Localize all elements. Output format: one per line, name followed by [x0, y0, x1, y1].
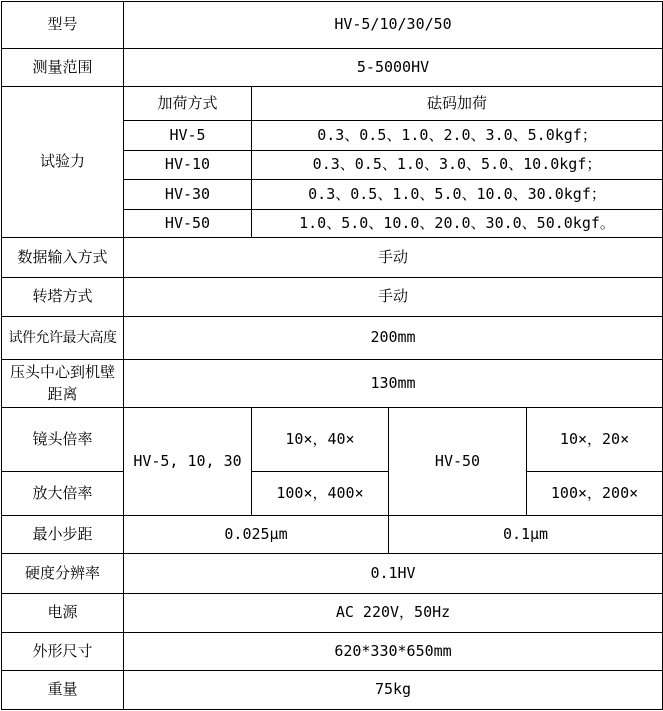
model-value: HV-5/10/30/50 — [124, 2, 663, 49]
force-row-name: HV-50 — [124, 210, 252, 238]
min-step-value-2: 0.1μm — [389, 516, 663, 554]
model-label: 型号 — [2, 2, 124, 49]
indenter-wall-distance-label: 压头中心到机壁距离 — [2, 360, 124, 408]
force-row-values: 0.3、0.5、1.0、5.0、10.0、30.0kgf； — [252, 180, 663, 210]
optics-group2-mag: 100×，200× — [527, 472, 663, 516]
row-turret — [2, 278, 663, 317]
lens-ratio-label: 镜头倍率 — [2, 408, 124, 472]
row-hardness-resolution — [2, 554, 663, 594]
force-row-values: 1.0、5.0、10.0、20.0、30.0、50.0kgf。 — [252, 210, 663, 238]
row-max-specimen-height — [2, 317, 663, 360]
optics-group1-lens: 10×，40× — [252, 408, 389, 472]
data-input-label: 数据输入方式 — [2, 238, 124, 278]
measuring-range-value: 5-5000HV — [124, 49, 663, 87]
load-mode-value: 砝码加荷 — [252, 87, 663, 121]
max-specimen-height-value: 200mm — [124, 317, 663, 360]
force-row-values: 0.3、0.5、1.0、3.0、5.0、10.0kgf； — [252, 151, 663, 180]
row-measuring-range — [2, 49, 663, 87]
optics-group2-lens: 10×，20× — [527, 408, 663, 472]
measuring-range-label: 测量范围 — [2, 49, 124, 87]
min-step-value-1: 0.025μm — [124, 516, 389, 554]
load-mode-header: 加荷方式 — [124, 87, 252, 121]
magnification-label: 放大倍率 — [2, 472, 124, 516]
optics-group1-mag: 100×，400× — [252, 472, 389, 516]
row-indenter-wall-distance — [2, 360, 663, 408]
force-row-name: HV-5 — [124, 121, 252, 151]
indenter-wall-distance-value: 130mm — [124, 360, 663, 408]
turret-label: 转塔方式 — [2, 278, 124, 317]
turret-value: 手动 — [124, 278, 663, 317]
row-lens-ratio — [2, 408, 663, 472]
min-step-label: 最小步距 — [2, 516, 124, 554]
dimensions-value: 620*330*650mm — [124, 633, 663, 671]
dimensions-label: 外形尺寸 — [2, 633, 124, 671]
row-data-input — [2, 238, 663, 278]
force-row-name: HV-30 — [124, 180, 252, 210]
row-model — [2, 2, 663, 49]
power-value: AC 220V，50Hz — [124, 594, 663, 633]
max-specimen-height-label: 试件允许最大高度 — [2, 317, 124, 360]
row-weight — [2, 671, 663, 710]
row-magnification — [2, 472, 663, 516]
weight-value: 75kg — [124, 671, 663, 710]
optics-group2-name: HV-50 — [389, 408, 527, 516]
test-force-label: 试验力 — [2, 87, 124, 238]
weight-label: 重量 — [2, 671, 124, 710]
spec-table — [1, 1, 663, 710]
optics-group1-name: HV-5, 10, 30 — [124, 408, 252, 516]
row-dimensions — [2, 633, 663, 671]
hardness-resolution-value: 0.1HV — [124, 554, 663, 594]
force-row-values: 0.3、0.5、1.0、2.0、3.0、5.0kgf； — [252, 121, 663, 151]
hardness-resolution-label: 硬度分辨率 — [2, 554, 124, 594]
row-min-step — [2, 516, 663, 554]
power-label: 电源 — [2, 594, 124, 633]
row-load-mode — [2, 87, 663, 121]
row-power — [2, 594, 663, 633]
data-input-value: 手动 — [124, 238, 663, 278]
force-row-name: HV-10 — [124, 151, 252, 180]
